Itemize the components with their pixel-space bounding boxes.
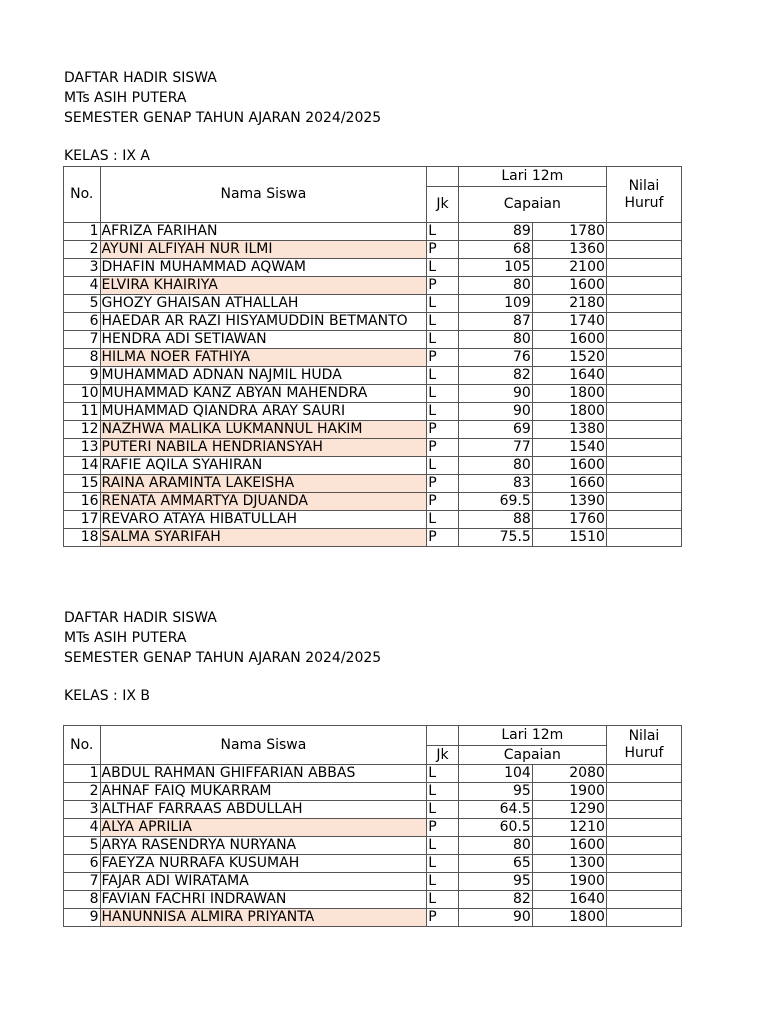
cell-name: MUHAMMAD QIANDRA ARAY SAURI [100, 403, 427, 421]
cell-name: PUTERI NABILA HENDRIANSYAH [100, 439, 427, 457]
cell-nilai [606, 313, 681, 331]
cell-name: ARYA RASENDRYA NURYANA [100, 837, 427, 855]
cell-nilai [606, 403, 681, 421]
table-row [64, 765, 682, 783]
header-jk-top-blank [427, 726, 458, 746]
cell-name: RENATA AMMARTYA DJUANDA [100, 493, 427, 511]
table-row [64, 403, 682, 421]
table-row [64, 511, 682, 529]
cell-no: 2 [64, 241, 101, 259]
cell-capaian: 1760 [532, 511, 606, 529]
cell-capaian: 1380 [532, 421, 606, 439]
table-row [64, 783, 682, 801]
cell-no: 13 [64, 439, 101, 457]
cell-no: 15 [64, 475, 101, 493]
cell-capaian: 1900 [532, 783, 606, 801]
cell-lari: 82 [458, 367, 532, 385]
cell-capaian: 1660 [532, 475, 606, 493]
cell-name: FAEYZA NURRAFA KUSUMAH [100, 855, 427, 873]
cell-lari: 68 [458, 241, 532, 259]
cell-nilai [606, 331, 681, 349]
cell-lari: 83 [458, 475, 532, 493]
header-lari: Lari 12m [458, 167, 606, 187]
cell-capaian: 1800 [532, 385, 606, 403]
cell-name: ELVIRA KHAIRIYA [100, 277, 427, 295]
roster-table-ix-b [63, 725, 682, 927]
cell-no: 1 [64, 765, 101, 783]
cell-capaian: 1540 [532, 439, 606, 457]
cell-name: RAFIE AQILA SYAHIRAN [100, 457, 427, 475]
cell-jk: P [427, 241, 458, 259]
cell-jk: L [427, 837, 458, 855]
cell-lari: 77 [458, 439, 532, 457]
cell-jk: P [427, 277, 458, 295]
cell-name: RAINA ARAMINTA LAKEISHA [100, 475, 427, 493]
cell-no: 7 [64, 873, 101, 891]
cell-capaian: 1900 [532, 873, 606, 891]
table-row [64, 313, 682, 331]
cell-no: 11 [64, 403, 101, 421]
cell-jk: P [427, 475, 458, 493]
cell-nilai [606, 529, 681, 547]
header-nilai: Nilai Huruf [606, 167, 681, 223]
cell-jk: L [427, 891, 458, 909]
cell-lari: 87 [458, 313, 532, 331]
header-lari: Lari 12m [458, 726, 606, 746]
cell-jk: L [427, 783, 458, 801]
cell-nilai [606, 259, 681, 277]
title-line-2: MTs ASIH PUTERA [64, 630, 187, 646]
cell-name: SALMA SYARIFAH [100, 529, 427, 547]
title-line-2: MTs ASIH PUTERA [64, 90, 187, 106]
cell-lari: 75.5 [458, 529, 532, 547]
table-row [64, 259, 682, 277]
title-line-1: DAFTAR HADIR SISWA [64, 70, 217, 86]
header-capaian: Capaian [458, 746, 606, 765]
cell-lari: 80 [458, 331, 532, 349]
header-jk: Jk [427, 187, 458, 223]
header-no: No. [64, 167, 101, 223]
cell-no: 6 [64, 855, 101, 873]
cell-no: 10 [64, 385, 101, 403]
cell-capaian: 1290 [532, 801, 606, 819]
cell-capaian: 1740 [532, 313, 606, 331]
cell-capaian: 1520 [532, 349, 606, 367]
cell-capaian: 1640 [532, 367, 606, 385]
cell-lari: 64.5 [458, 801, 532, 819]
table-row [64, 909, 682, 927]
cell-no: 8 [64, 349, 101, 367]
cell-jk: P [427, 493, 458, 511]
cell-nilai [606, 837, 681, 855]
cell-capaian: 1800 [532, 909, 606, 927]
cell-nilai [606, 367, 681, 385]
table-row [64, 873, 682, 891]
header-capaian: Capaian [458, 187, 606, 223]
cell-jk: L [427, 457, 458, 475]
cell-nilai [606, 819, 681, 837]
table-row [64, 475, 682, 493]
cell-lari: 80 [458, 457, 532, 475]
cell-no: 3 [64, 801, 101, 819]
cell-jk: L [427, 765, 458, 783]
table-row [64, 855, 682, 873]
header-nilai: Nilai Huruf [606, 726, 681, 765]
cell-name: ABDUL RAHMAN GHIFFARIAN ABBAS [100, 765, 427, 783]
table-row [64, 331, 682, 349]
table-body [64, 223, 682, 547]
cell-no: 17 [64, 511, 101, 529]
table-row [64, 421, 682, 439]
cell-name: GHOZY GHAISAN ATHALLAH [100, 295, 427, 313]
title-line-3: SEMESTER GENAP TAHUN AJARAN 2024/2025 [64, 110, 382, 126]
cell-no: 18 [64, 529, 101, 547]
table-row [64, 277, 682, 295]
cell-name: HILMA NOER FATHIYA [100, 349, 427, 367]
cell-no: 4 [64, 277, 101, 295]
cell-jk: L [427, 331, 458, 349]
cell-jk: L [427, 403, 458, 421]
cell-nilai [606, 765, 681, 783]
cell-nilai [606, 457, 681, 475]
table-row [64, 349, 682, 367]
cell-jk: L [427, 367, 458, 385]
cell-name: ALYA APRILIA [100, 819, 427, 837]
cell-jk: P [427, 529, 458, 547]
cell-nilai [606, 873, 681, 891]
cell-jk: L [427, 873, 458, 891]
cell-capaian: 1510 [532, 529, 606, 547]
cell-jk: L [427, 259, 458, 277]
cell-capaian: 1800 [532, 403, 606, 421]
cell-capaian: 1780 [532, 223, 606, 241]
table-row [64, 819, 682, 837]
cell-lari: 90 [458, 385, 532, 403]
cell-no: 6 [64, 313, 101, 331]
cell-lari: 105 [458, 259, 532, 277]
cell-lari: 95 [458, 873, 532, 891]
cell-jk: L [427, 801, 458, 819]
cell-nilai [606, 511, 681, 529]
header-name: Nama Siswa [100, 726, 427, 765]
cell-nilai [606, 909, 681, 927]
cell-name: AFRIZA FARIHAN [100, 223, 427, 241]
cell-jk: P [427, 909, 458, 927]
cell-capaian: 1640 [532, 891, 606, 909]
table-row [64, 493, 682, 511]
table-row [64, 837, 682, 855]
cell-capaian: 1300 [532, 855, 606, 873]
cell-lari: 90 [458, 403, 532, 421]
cell-name: FAJAR ADI WIRATAMA [100, 873, 427, 891]
cell-capaian: 2100 [532, 259, 606, 277]
cell-capaian: 2180 [532, 295, 606, 313]
cell-no: 9 [64, 909, 101, 927]
cell-capaian: 1600 [532, 837, 606, 855]
title-line-1: DAFTAR HADIR SISWA [64, 610, 217, 626]
cell-jk: L [427, 295, 458, 313]
cell-lari: 65 [458, 855, 532, 873]
cell-nilai [606, 493, 681, 511]
cell-name: AYUNI ALFIYAH NUR ILMI [100, 241, 427, 259]
cell-name: DHAFIN MUHAMMAD AQWAM [100, 259, 427, 277]
cell-lari: 104 [458, 765, 532, 783]
cell-lari: 89 [458, 223, 532, 241]
cell-jk: P [427, 421, 458, 439]
cell-no: 16 [64, 493, 101, 511]
header-jk-top-blank [427, 167, 458, 187]
cell-capaian: 1390 [532, 493, 606, 511]
cell-jk: L [427, 511, 458, 529]
class-label: KELAS : IX B [64, 688, 151, 704]
cell-capaian: 1210 [532, 819, 606, 837]
cell-nilai [606, 223, 681, 241]
class-label: KELAS : IX A [64, 148, 150, 164]
header-no: No. [64, 726, 101, 765]
cell-nilai [606, 385, 681, 403]
cell-no: 5 [64, 295, 101, 313]
table-row [64, 529, 682, 547]
cell-no: 8 [64, 891, 101, 909]
table-body [64, 765, 682, 927]
cell-jk: L [427, 385, 458, 403]
cell-jk: P [427, 349, 458, 367]
cell-nilai [606, 891, 681, 909]
cell-no: 9 [64, 367, 101, 385]
header-name: Nama Siswa [100, 167, 427, 223]
cell-jk: P [427, 819, 458, 837]
cell-lari: 69 [458, 421, 532, 439]
cell-lari: 80 [458, 277, 532, 295]
cell-name: REVARO ATAYA HIBATULLAH [100, 511, 427, 529]
cell-no: 5 [64, 837, 101, 855]
table-row [64, 385, 682, 403]
cell-nilai [606, 241, 681, 259]
table-row [64, 241, 682, 259]
cell-nilai [606, 277, 681, 295]
cell-jk: P [427, 439, 458, 457]
cell-no: 4 [64, 819, 101, 837]
cell-lari: 76 [458, 349, 532, 367]
cell-lari: 80 [458, 837, 532, 855]
table-row [64, 223, 682, 241]
cell-lari: 95 [458, 783, 532, 801]
cell-lari: 60.5 [458, 819, 532, 837]
cell-no: 7 [64, 331, 101, 349]
section-a-header [64, 68, 381, 128]
cell-name: NAZHWA MALIKA LUKMANNUL HAKIM [100, 421, 427, 439]
cell-lari: 90 [458, 909, 532, 927]
cell-no: 14 [64, 457, 101, 475]
cell-lari: 109 [458, 295, 532, 313]
title-line-3: SEMESTER GENAP TAHUN AJARAN 2024/2025 [64, 650, 382, 666]
section-b-header [64, 608, 381, 668]
cell-lari: 69.5 [458, 493, 532, 511]
header-jk: Jk [427, 746, 458, 765]
cell-nilai [606, 439, 681, 457]
cell-no: 2 [64, 783, 101, 801]
cell-no: 3 [64, 259, 101, 277]
cell-no: 1 [64, 223, 101, 241]
cell-name: FAVIAN FACHRI INDRAWAN [100, 891, 427, 909]
table-row [64, 801, 682, 819]
table-row [64, 457, 682, 475]
cell-name: HAEDAR AR RAZI HISYAMUDDIN BETMANTO [100, 313, 427, 331]
cell-nilai [606, 475, 681, 493]
table-row [64, 439, 682, 457]
table-row [64, 367, 682, 385]
cell-nilai [606, 783, 681, 801]
cell-nilai [606, 855, 681, 873]
cell-lari: 82 [458, 891, 532, 909]
cell-nilai [606, 801, 681, 819]
cell-jk: L [427, 223, 458, 241]
cell-nilai [606, 295, 681, 313]
cell-capaian: 1600 [532, 457, 606, 475]
cell-capaian: 1600 [532, 331, 606, 349]
cell-no: 12 [64, 421, 101, 439]
cell-name: AHNAF FAIQ MUKARRAM [100, 783, 427, 801]
cell-name: HENDRA ADI SETIAWAN [100, 331, 427, 349]
cell-jk: L [427, 855, 458, 873]
cell-nilai [606, 349, 681, 367]
cell-capaian: 1600 [532, 277, 606, 295]
roster-table-ix-a [63, 166, 682, 547]
cell-name: HANUNNISA ALMIRA PRIYANTA [100, 909, 427, 927]
cell-name: ALTHAF FARRAAS ABDULLAH [100, 801, 427, 819]
cell-name: MUHAMMAD KANZ ABYAN MAHENDRA [100, 385, 427, 403]
table-row [64, 295, 682, 313]
table-row [64, 891, 682, 909]
cell-nilai [606, 421, 681, 439]
cell-capaian: 2080 [532, 765, 606, 783]
cell-lari: 88 [458, 511, 532, 529]
cell-capaian: 1360 [532, 241, 606, 259]
cell-jk: L [427, 313, 458, 331]
cell-name: MUHAMMAD ADNAN NAJMIL HUDA [100, 367, 427, 385]
